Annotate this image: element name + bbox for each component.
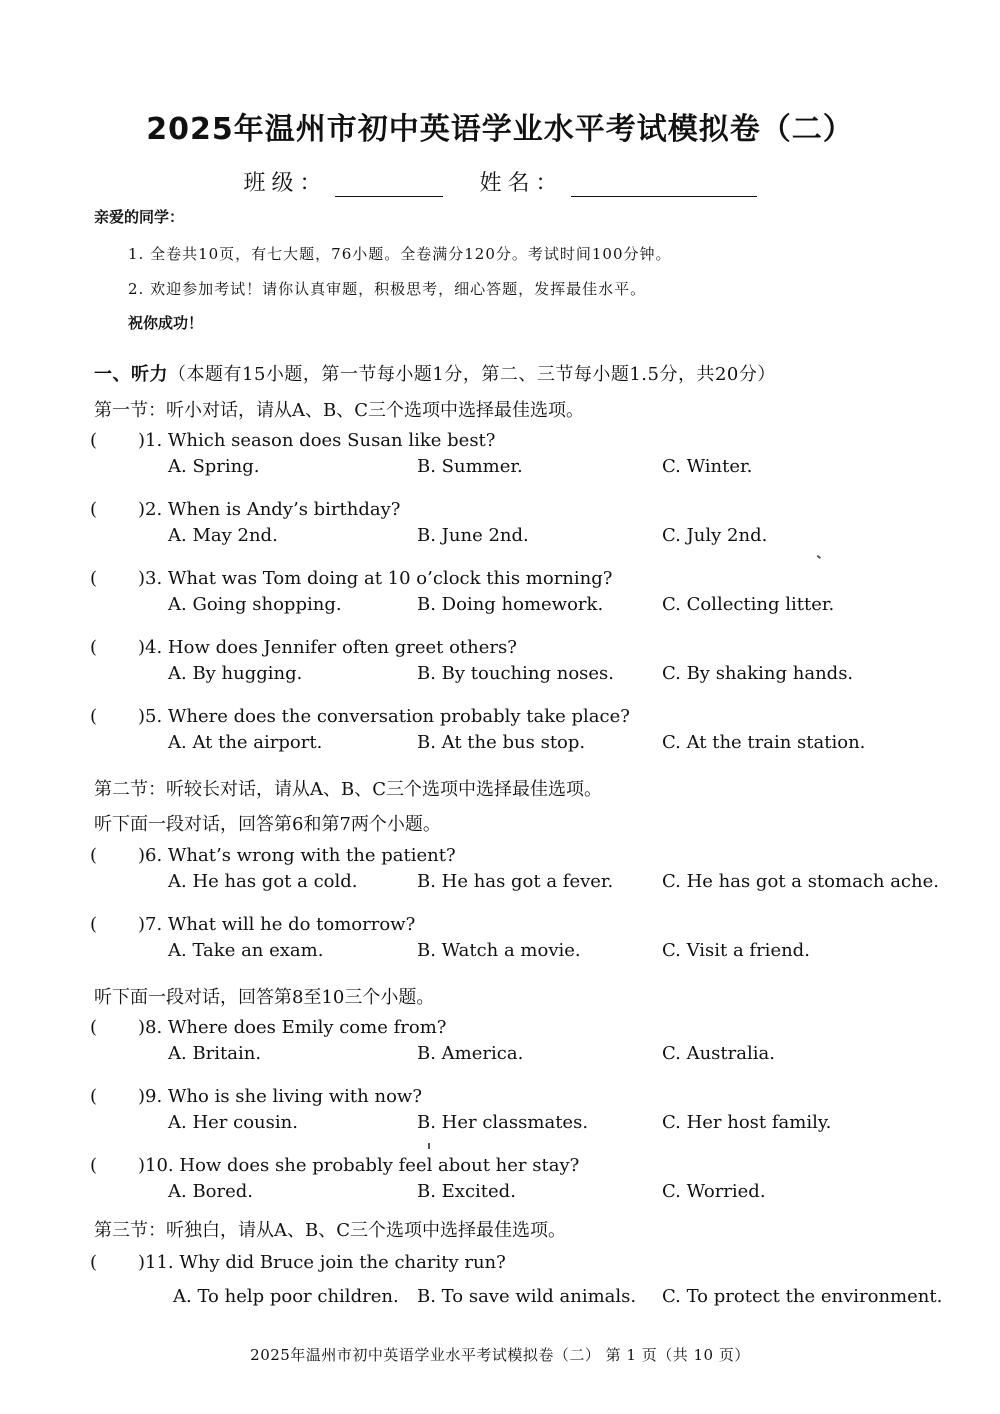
question-6 <box>90 845 939 897</box>
name-field[interactable] <box>571 172 757 197</box>
question-text: )7. What will he do tomorrow? <box>138 914 416 935</box>
dialog1-instructions: 听下面一段对话，回答第6和第7两个小题。 <box>94 814 441 835</box>
option-a: A. At the airport. <box>168 732 323 753</box>
answer-paren[interactable]: ( <box>90 1252 98 1273</box>
answer-paren[interactable]: ( <box>90 568 98 589</box>
option-b: B. June 2nd. <box>417 525 529 546</box>
option-c: C. By shaking hands. <box>662 663 854 684</box>
option-b: B. America. <box>417 1043 524 1064</box>
answer-paren[interactable]: ( <box>90 706 98 727</box>
question-text: )11. Why did Bruce join the charity run? <box>138 1252 506 1273</box>
class-field[interactable] <box>335 172 443 197</box>
question-3 <box>90 568 930 620</box>
note-1: 1. 全卷共10页，有七大题，76小题。全卷满分120分。考试时间100分钟。 <box>128 245 672 263</box>
part1-title: 一、听力 <box>94 364 168 385</box>
option-a: A. Spring. <box>168 456 260 477</box>
stray-mark <box>817 555 821 559</box>
question-text: )5. Where does the conversation probably take place? <box>138 706 630 727</box>
question-5 <box>90 706 930 758</box>
part1-detail: （本题有15小题，第一节每小题1分，第二、三节每小题1.5分，共20分） <box>168 364 776 385</box>
note-2: 2. 欢迎参加考试！请你认真审题，积极思考，细心答题，发挥最佳水平。 <box>128 280 647 298</box>
answer-paren[interactable]: ( <box>90 1017 98 1038</box>
question-text: )1. Which season does Susan like best? <box>138 430 496 451</box>
section3-instructions: 第三节：听独白，请从A、B、C三个选项中选择最佳选项。 <box>94 1220 566 1241</box>
answer-paren[interactable]: ( <box>90 637 98 658</box>
question-text: )10. How does she probably feel about her stay? <box>138 1155 580 1176</box>
good-luck: 祝你成功！ <box>128 314 204 332</box>
question-text: )2. When is Andy’s birthday? <box>138 499 401 520</box>
option-c: C. He has got a stomach ache. <box>662 871 939 892</box>
section2-instructions: 第二节：听较长对话，请从A、B、C三个选项中选择最佳选项。 <box>94 779 602 800</box>
option-b: B. Her classmates. <box>417 1112 589 1133</box>
answer-paren[interactable]: ( <box>90 1086 98 1107</box>
option-b: B. To save wild animals. <box>417 1286 637 1307</box>
part1-heading <box>94 360 776 386</box>
section1-instructions: 第一节：听小对话，请从A、B、C三个选项中选择最佳选项。 <box>94 400 584 421</box>
question-text: )6. What’s wrong with the patient? <box>138 845 456 866</box>
question-2 <box>90 499 930 551</box>
option-c: C. Worried. <box>662 1181 766 1202</box>
option-c: C. Winter. <box>662 456 753 477</box>
question-1 <box>90 430 930 482</box>
question-7 <box>90 914 930 966</box>
question-4 <box>90 637 930 689</box>
answer-paren[interactable]: ( <box>90 845 98 866</box>
answer-paren[interactable]: ( <box>90 430 98 451</box>
option-a: A. To help poor children. <box>173 1286 399 1307</box>
option-c: C. Her host family. <box>662 1112 832 1133</box>
option-b: B. Watch a movie. <box>417 940 581 961</box>
option-c: C. To protect the environment. <box>662 1286 943 1307</box>
option-c: C. Collecting litter. <box>662 594 835 615</box>
student-info <box>0 166 1000 197</box>
question-9 <box>90 1086 930 1138</box>
page-footer: 2025年温州市初中英语学业水平考试模拟卷（二） 第 1 页（共 10 页） <box>250 1346 750 1364</box>
question-text: )3. What was Tom doing at 10 o’clock this morning? <box>138 568 613 589</box>
name-label: 姓名： <box>479 171 564 196</box>
option-a: A. Bored. <box>168 1181 254 1202</box>
option-a: A. May 2nd. <box>168 525 278 546</box>
option-c: C. At the train station. <box>662 732 866 753</box>
class-label: 班级： <box>243 171 328 196</box>
answer-paren[interactable]: ( <box>90 499 98 520</box>
option-c: C. Visit a friend. <box>662 940 810 961</box>
option-b: B. Doing homework. <box>417 594 604 615</box>
question-10 <box>90 1155 930 1207</box>
stray-mark <box>428 1143 430 1149</box>
page-title: 2025年温州市初中英语学业水平考试模拟卷（二） <box>146 112 854 147</box>
option-b: B. Excited. <box>417 1181 516 1202</box>
option-a: A. By hugging. <box>168 663 303 684</box>
question-text: )9. Who is she living with now? <box>138 1086 422 1107</box>
option-b: B. At the bus stop. <box>417 732 586 753</box>
answer-paren[interactable]: ( <box>90 1155 98 1176</box>
option-a: A. He has got a cold. <box>168 871 358 892</box>
dialog2-instructions: 听下面一段对话，回答第8至10三个小题。 <box>94 987 435 1008</box>
option-a: A. Britain. <box>168 1043 262 1064</box>
option-a: A. Take an exam. <box>168 940 324 961</box>
answer-paren[interactable]: ( <box>90 914 98 935</box>
question-text: )4. How does Jennifer often greet others? <box>138 637 517 658</box>
option-b: B. He has got a fever. <box>417 871 614 892</box>
question-text: )8. Where does Emily come from? <box>138 1017 447 1038</box>
option-a: A. Her cousin. <box>168 1112 298 1133</box>
greeting: 亲爱的同学： <box>94 208 185 226</box>
question-8 <box>90 1017 930 1069</box>
question-11 <box>90 1252 943 1312</box>
option-c: C. July 2nd. <box>662 525 768 546</box>
option-b: B. By touching noses. <box>417 663 614 684</box>
option-c: C. Australia. <box>662 1043 775 1064</box>
option-b: B. Summer. <box>417 456 523 477</box>
option-a: A. Going shopping. <box>168 594 342 615</box>
